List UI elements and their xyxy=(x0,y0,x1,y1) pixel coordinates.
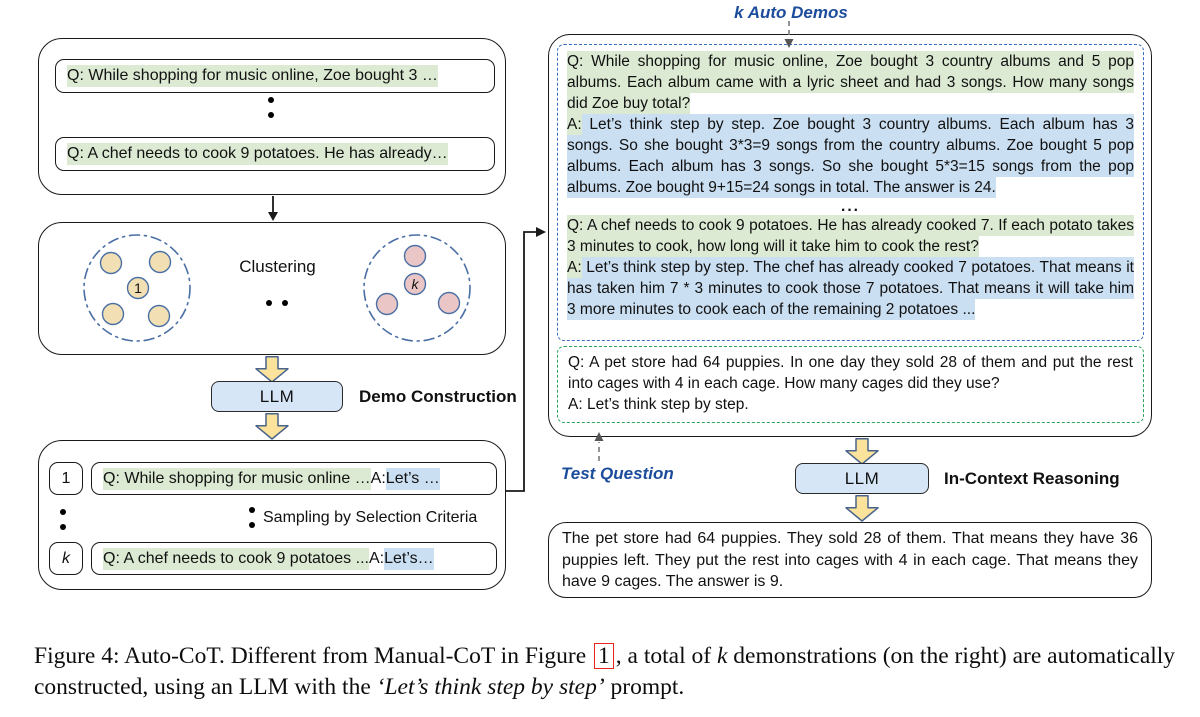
llm-block-demo xyxy=(211,381,343,412)
demo-index-k xyxy=(49,542,83,575)
demos-to-prompt-connector xyxy=(506,232,536,491)
a-text: Let’s think step by step. Zoe bought 3 country albums. Each album has 3 songs. So she bought 3*3=9 songs from the country albums. Zoe bought 5 pop albums. Each album has 3 songs. So she bought 5*3=15 songs from the pop albums. Zoe bought 9+15=24 songs in total. The answer is 24. xyxy=(567,116,1134,196)
flow-arrow-icon xyxy=(845,495,879,522)
caption-text: demonstrations (on the right) are automatically constructed, using an LLM with the xyxy=(34,643,1176,700)
a-text: Let’s think step by step. The chef has already cooked 7 potatoes. That means it has taken him 7 * 3 minutes to cook those 7 potatoes. That means it will take him 3 more minutes to cook each of the remaining 2 potatoes ... xyxy=(567,259,1134,318)
a-prefix: A: xyxy=(567,259,582,276)
caption-text: prompt. xyxy=(604,674,685,700)
ellipsis-dots-icon xyxy=(249,507,255,528)
demo-q-text: Q: A chef needs to cook 9 potatoes ... xyxy=(103,548,369,570)
caption-text: , a total of xyxy=(615,643,717,669)
sampling-criteria-label: Sampling by Selection Criteria xyxy=(263,509,478,526)
a-prefix: A: xyxy=(567,116,582,133)
test-question-text: Q: A pet store had 64 puppies. In one day they sold 28 of them and put the rest into cages with 4 in each cage. How many cages did they use? xyxy=(568,354,1133,392)
demo-a-prefix: A: xyxy=(370,469,386,487)
demo-a-text: Let’s… xyxy=(384,548,434,570)
question-item-1 xyxy=(55,59,495,93)
demo-question-2 xyxy=(567,215,1134,257)
ellipsis-dots-icon xyxy=(60,509,66,530)
figure-caption xyxy=(34,641,1179,703)
q-text: Q: While shopping for music online, Zoe bought 3 country albums and 5 pop albums. Each album came with a lyric sheet and had 3 songs. How many songs did Zoe buy total? xyxy=(567,53,1134,112)
ellipsis-dots-icon xyxy=(266,300,288,306)
test-question-section xyxy=(557,346,1144,423)
auto-demos-section xyxy=(557,44,1144,341)
answer-box xyxy=(548,522,1152,598)
cluster-k-label: k xyxy=(411,276,419,292)
answer-text: The pet store had 64 puppies. They sold 28 of them. That means they have 36 puppies left. They put the rest into cages with 4 in each cage. That means they have 9 cages. The answer is 9. xyxy=(562,530,1138,590)
clustering-box xyxy=(38,222,506,355)
question-text: Q: While shopping for music online, Zoe bought 3 … xyxy=(67,65,438,87)
questions-pool-box xyxy=(38,38,506,195)
demo-row-k xyxy=(91,542,497,575)
q-text: Q: A chef needs to cook 9 potatoes. He has already cooked 7. If each potato takes 3 minutes to cook, how long will it take him to cook the rest? xyxy=(567,217,1134,255)
constructed-demos-box xyxy=(38,440,506,590)
in-context-reasoning-label: In-Context Reasoning xyxy=(944,469,1120,488)
flow-arrow-icon xyxy=(255,413,289,440)
demo-a-prefix: A: xyxy=(368,549,385,567)
demo-index-1 xyxy=(49,462,83,495)
flow-arrow-icon xyxy=(255,356,289,383)
k-auto-demos-label: k Auto Demos xyxy=(734,3,848,22)
demo-answer-2 xyxy=(567,257,1134,320)
question-item-2 xyxy=(55,137,495,171)
index-label: k xyxy=(62,549,70,567)
caption-text: Figure 4: Auto-CoT. Different from Manual-CoT in Figure xyxy=(34,643,593,669)
prompt-panel xyxy=(548,34,1152,437)
flow-arrow-icon xyxy=(845,438,879,465)
demo-construction-label: Demo Construction xyxy=(359,387,517,406)
llm-label: LLM xyxy=(259,386,295,406)
cluster-1-label: 1 xyxy=(134,280,142,296)
demo-a-text: Let’s … xyxy=(386,468,440,490)
llm-label: LLM xyxy=(844,468,880,488)
demo-row-1 xyxy=(91,462,497,495)
ellipsis-dots-icon xyxy=(268,97,274,118)
demo-q-text: Q: While shopping for music online … xyxy=(103,468,371,490)
demos-ellipsis: ... xyxy=(841,198,860,215)
caption-quote: ‘Let’s think step by step’ xyxy=(376,674,605,700)
llm-block-inference xyxy=(795,463,929,494)
demo-question-1 xyxy=(567,51,1134,114)
test-question-label: Test Question xyxy=(561,464,674,483)
caption-k: k xyxy=(716,643,728,669)
demo-answer-1 xyxy=(567,114,1134,198)
figure-ref-link[interactable]: 1 xyxy=(594,643,614,669)
test-answer-prompt: A: Let’s think step by step. xyxy=(568,396,749,413)
cluster-k-diagram xyxy=(360,231,474,345)
clustering-label: Clustering xyxy=(239,257,316,276)
index-label: 1 xyxy=(61,469,71,487)
cluster-1-diagram xyxy=(80,231,194,345)
question-text: Q: A chef needs to cook 9 potatoes. He has already… xyxy=(67,143,448,165)
